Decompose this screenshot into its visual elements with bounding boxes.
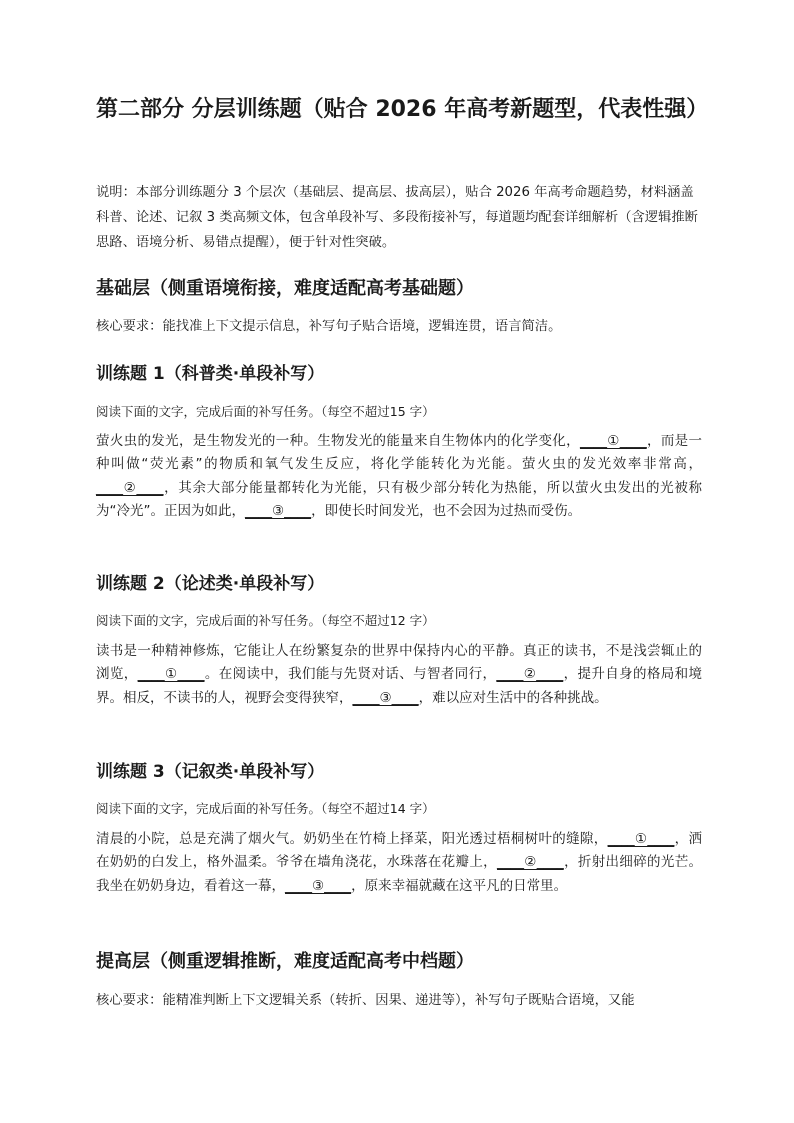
passage-text: ，即使长时间发光，也不会因为过热而受伤。 xyxy=(311,502,582,519)
advanced-requirement: 核心要求：能精准判断上下文逻辑关系（转折、因果、递进等），补写句子既贴合语境，又能 xyxy=(96,993,635,1008)
passage-text: ，洒在奶奶的白发上，格外温柔。爷爷在墙角浇花，水珠落在花瓣上， xyxy=(96,831,703,871)
document-title: 第二部分 分层训练题（贴合 2026 年高考新题型，代表性强） xyxy=(96,97,709,122)
question-2-passage xyxy=(96,640,702,710)
passage-text: ，折射出细碎的光芒。我坐在奶奶身边，看着这一幕， xyxy=(96,854,703,894)
question-1-instruction: 阅读下面的文字，完成后面的补写任务。（每空不超过15 字） xyxy=(96,404,435,419)
passage-text: ，原来幸福就藏在这平凡的日常里。 xyxy=(351,877,568,894)
blank-3: ____③____ xyxy=(245,502,312,519)
passage-text: ，提升自身的格局和境界。相反，不读书的人，视野会变得狭窄， xyxy=(96,666,703,706)
passage-text: 萤火虫的发光，是生物发光的一种。生物发光的能量来自生物体内的化学变化， xyxy=(96,433,580,449)
blank-2: ____②____ xyxy=(496,854,564,871)
intro-paragraph: 说明：本部分训练题分 3 个层次（基础层、提高层、拔高层），贴合 2026 年高考命题趋势，材料涵盖科普、论述、记叙 3 类高频文体，包含单段补写、多段衔接补写，每道题均配套详细解析（含逻辑推断思路、语境分析、易错点提醒），便于针对性突破。 xyxy=(96,185,698,250)
passage-text: ，其余大部分能量都转化为光能，只有极少部分转化为热能，所以萤火虫发出的光被称为“冷光”。正因为如此， xyxy=(96,479,702,519)
passage-text: ，难以应对生活中的各种挑战。 xyxy=(418,689,608,706)
passage-text: 。在阅读中，我们能与先贤对话、与智者同行， xyxy=(204,666,497,683)
question-3-instruction: 阅读下面的文字，完成后面的补写任务。（每空不超过14 字） xyxy=(96,801,435,816)
question-1-passage xyxy=(96,430,702,523)
question-3-heading: 训练题 3（记叙类·单段补写） xyxy=(96,762,325,782)
passage-text: 清晨的小院，总是充满了烟火气。奶奶坐在竹椅上择菜，阳光透过梧桐树叶的缝隙， xyxy=(96,831,608,847)
section-heading-advanced: 提高层（侧重逻辑推断，难度适配高考中档题） xyxy=(96,951,474,972)
blank-2: ____②____ xyxy=(96,479,164,496)
blank-3: ____③____ xyxy=(285,877,352,894)
blank-1: ____①____ xyxy=(607,831,675,847)
passage-text: ，而是一种叫做“荧光素”的物质和氧气发生反应，将化学能转化为光能。萤火虫的发光效率非常高， xyxy=(96,433,703,473)
basic-requirement: 核心要求：能找准上下文提示信息，补写句子贴合语境，逻辑连贯，语言简洁。 xyxy=(96,319,562,334)
question-1-heading: 训练题 1（科普类·单段补写） xyxy=(96,364,325,384)
question-2-heading: 训练题 2（论述类·单段补写） xyxy=(96,574,325,594)
question-3-passage xyxy=(96,828,702,898)
blank-1: ____①____ xyxy=(579,433,647,449)
passage-text: 读书是一种精神修炼，它能让人在纷繁复杂的世界中保持内心的平静。真正的读书，不是浅尝辄止的浏览， xyxy=(96,643,702,683)
blank-2: ____②____ xyxy=(496,666,564,683)
section-heading-basic: 基础层（侧重语境衔接，难度适配高考基础题） xyxy=(96,278,474,299)
blank-3: ____③____ xyxy=(352,689,419,706)
question-2-instruction: 阅读下面的文字，完成后面的补写任务。（每空不超过12 字） xyxy=(96,613,435,628)
blank-1: ____①____ xyxy=(137,666,205,683)
